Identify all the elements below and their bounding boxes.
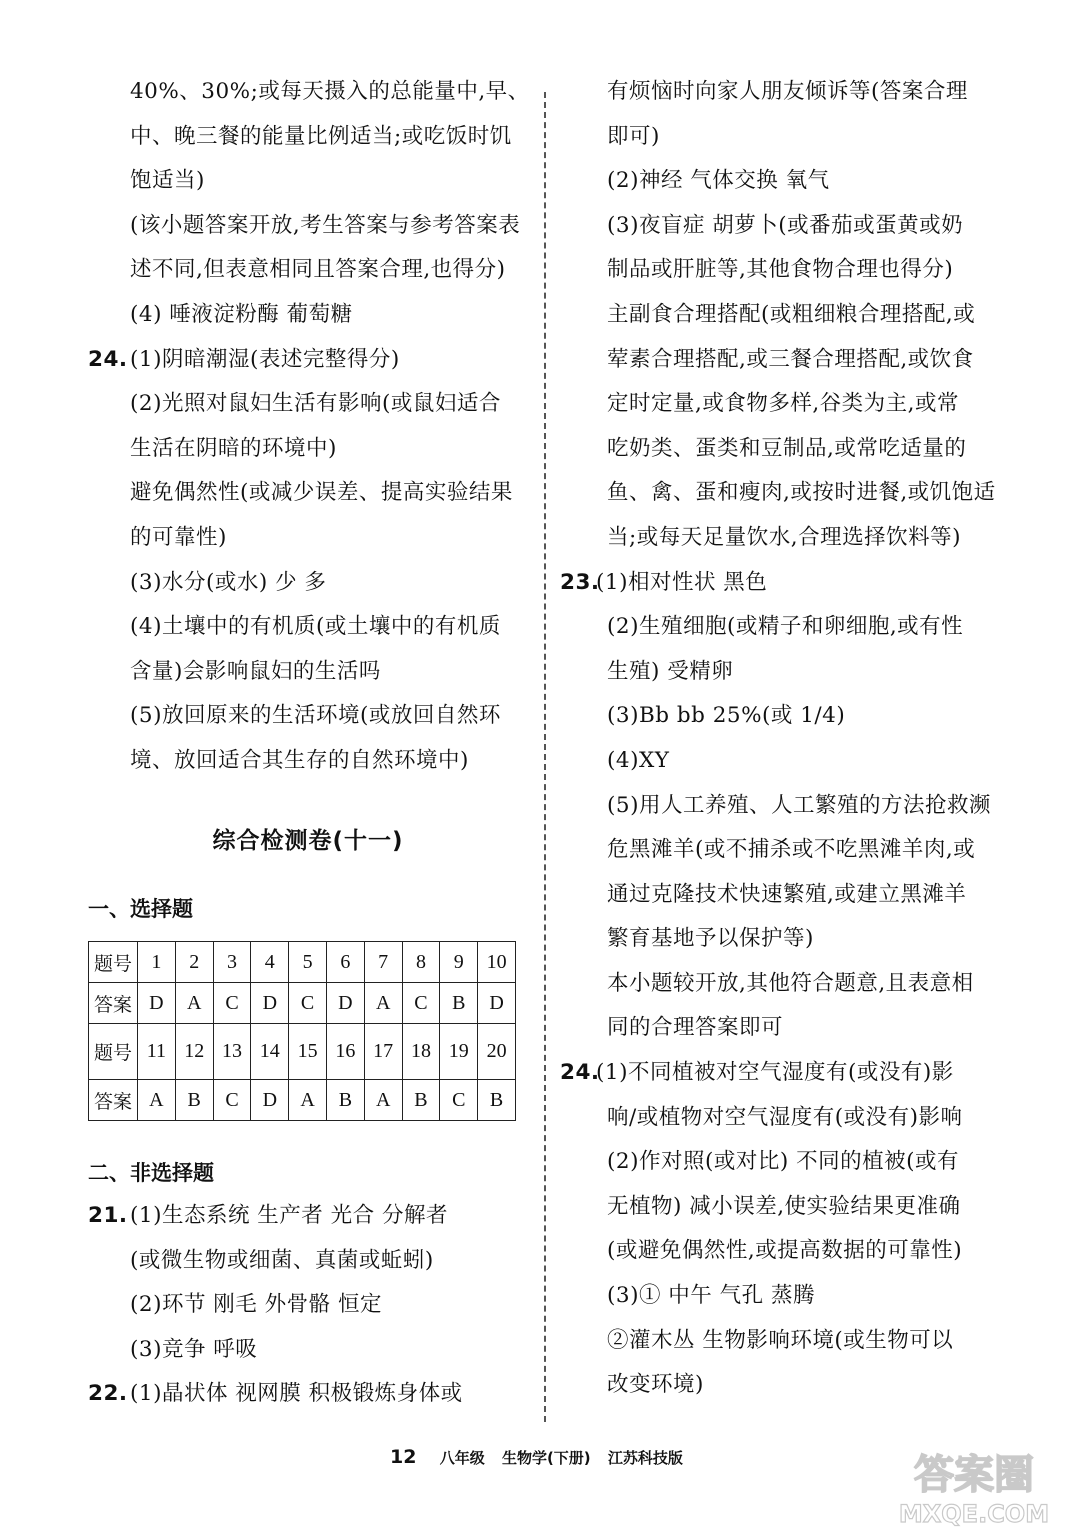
table-cell: 2 xyxy=(175,942,213,983)
answer-text: 当;或每天足量饮水,合理选择饮料等) xyxy=(607,524,961,550)
answer-line xyxy=(560,382,1010,427)
table-cell: 10 xyxy=(478,942,516,983)
answer-text: (1)晶状体 视网膜 积极锻炼身体或 xyxy=(130,1381,463,1407)
answer-text: 通过克隆技术快速繁殖,或建立黑滩羊 xyxy=(607,881,967,907)
left-bottom-answers xyxy=(88,1194,528,1417)
answer-line xyxy=(560,1363,1010,1408)
answer-line xyxy=(560,338,1010,383)
answer-text: 制品或肝脏等,其他食物合理也得分) xyxy=(607,257,954,283)
table-cell: 20 xyxy=(478,1024,516,1080)
table-cell: 11 xyxy=(138,1024,176,1080)
answer-line xyxy=(88,694,528,739)
table-row xyxy=(89,983,516,1024)
table-cell: B xyxy=(402,1080,440,1121)
table-cell: 12 xyxy=(175,1024,213,1080)
answer-text: (3)夜盲症 胡萝卜(或番茄或蛋黄或奶 xyxy=(607,212,964,238)
answer-text: (4)土壤中的有机质(或土壤中的有机质 xyxy=(130,614,501,640)
table-cell: D xyxy=(138,983,176,1024)
answer-text: 的可靠性) xyxy=(130,524,227,550)
answer-line xyxy=(88,1239,528,1284)
table-cell: B xyxy=(440,983,478,1024)
question-number: 23. xyxy=(560,569,600,595)
answer-text: (2)环节 刚毛 外骨骼 恒定 xyxy=(130,1292,382,1318)
answer-text: 生殖) 受精卵 xyxy=(607,658,734,684)
row-label: 题号 xyxy=(89,1024,138,1080)
answer-line xyxy=(560,873,1010,918)
answer-line xyxy=(560,293,1010,338)
right-column xyxy=(560,70,1010,1408)
answer-text: 无植物) 减小误差,使实验结果更准确 xyxy=(607,1193,961,1219)
answer-line xyxy=(560,694,1010,739)
answer-line xyxy=(560,605,1010,650)
answer-line xyxy=(88,70,528,115)
answer-line xyxy=(560,115,1010,160)
footer-edition: 江苏科技版 xyxy=(607,1449,683,1467)
answer-line xyxy=(560,739,1010,784)
answer-line xyxy=(88,471,528,516)
table-cell: D xyxy=(478,983,516,1024)
table-cell: B xyxy=(478,1080,516,1121)
answer-text: (该小题答案开放,考生答案与参考答案表 xyxy=(130,212,521,238)
answer-text: (5)用人工养殖、人工繁殖的方法抢救濒 xyxy=(607,792,991,818)
answer-text: 响/或植物对空气湿度有(或没有)影响 xyxy=(607,1104,963,1130)
answer-text: (5)放回原来的生活环境(或放回自然环 xyxy=(130,703,501,729)
table-cell: A xyxy=(175,983,213,1024)
answer-text: (4) 唾液淀粉酶 葡萄糖 xyxy=(130,301,353,327)
answer-line xyxy=(88,338,528,383)
answer-line xyxy=(560,828,1010,873)
table-cell: C xyxy=(440,1080,478,1121)
answer-text: 荤素合理搭配,或三餐合理搭配,或饮食 xyxy=(607,346,974,372)
answer-text: 境、放回适合其生存的自然环境中) xyxy=(130,747,469,773)
answer-line xyxy=(88,382,528,427)
answer-text: (2)神经 气体交换 氧气 xyxy=(607,168,830,194)
answer-line xyxy=(88,1372,528,1417)
answer-line xyxy=(560,70,1010,115)
table-cell: A xyxy=(289,1080,327,1121)
column-divider xyxy=(544,92,546,1422)
table-cell: D xyxy=(251,1080,289,1121)
answer-line xyxy=(560,248,1010,293)
answer-line xyxy=(88,1194,528,1239)
answer-text: (3)水分(或水) 少 多 xyxy=(130,569,327,595)
table-row xyxy=(89,942,516,983)
answer-text: 鱼、禽、蛋和瘦肉,或按时进餐,或饥饱适 xyxy=(607,480,996,506)
table-cell: C xyxy=(289,983,327,1024)
page-footer xyxy=(390,1446,695,1468)
table-cell: A xyxy=(364,983,402,1024)
answer-text: (1)不同植被对空气湿度有(或没有)影 xyxy=(596,1060,954,1086)
table-cell: 7 xyxy=(364,942,402,983)
answer-line xyxy=(560,917,1010,962)
answer-line xyxy=(88,650,528,695)
answer-line xyxy=(88,561,528,606)
answer-text: (2)生殖细胞(或精子和卵细胞,或有性 xyxy=(607,614,964,640)
table-cell: B xyxy=(175,1080,213,1121)
row-label: 答案 xyxy=(89,1080,138,1121)
question-number: 21. xyxy=(88,1203,128,1228)
answer-text: 主副食合理搭配(或粗细粮合理搭配,或 xyxy=(607,301,976,327)
answer-line xyxy=(560,427,1010,472)
watermark-logo xyxy=(894,1440,1054,1530)
table-cell: 6 xyxy=(326,942,364,983)
answer-text: (或微生物或细菌、真菌或蚯蚓) xyxy=(130,1247,434,1273)
answer-line xyxy=(560,1185,1010,1230)
answer-text: 本小题较开放,其他符合题意,且表意相 xyxy=(607,970,974,996)
question-number: 24. xyxy=(560,1060,600,1086)
answer-text: 危黑滩羊(或不捕杀或不吃黑滩羊肉,或 xyxy=(607,837,976,863)
answer-line xyxy=(560,1096,1010,1141)
row-label: 题号 xyxy=(89,942,138,983)
answer-text: 即可) xyxy=(607,123,660,149)
answer-line xyxy=(560,471,1010,516)
answer-line xyxy=(560,784,1010,829)
table-cell: 14 xyxy=(251,1024,289,1080)
answer-text: 饱适当) xyxy=(130,168,205,194)
table-cell: 16 xyxy=(326,1024,364,1080)
answer-text: (3)竞争 呼吸 xyxy=(130,1336,258,1362)
answer-text: ②灌木丛 生物影响环境(或生物可以 xyxy=(607,1327,954,1353)
answer-text: (或避免偶然性,或提高数据的可靠性) xyxy=(607,1238,963,1264)
table-cell: B xyxy=(326,1080,364,1121)
table-cell: A xyxy=(364,1080,402,1121)
answer-text: (1)阴暗潮湿(表述完整得分) xyxy=(130,346,400,372)
table-cell: 13 xyxy=(213,1024,251,1080)
answer-text: 繁育基地予以保护等) xyxy=(607,926,814,952)
svg-text:MXQE.COM: MXQE.COM xyxy=(898,1500,1050,1528)
answer-text: 生活在阴暗的环境中) xyxy=(130,435,337,461)
answer-text: (3)Bb bb 25%(或 1/4) xyxy=(607,703,846,729)
table-cell: D xyxy=(326,983,364,1024)
answer-line xyxy=(88,739,528,784)
table-cell: 5 xyxy=(289,942,327,983)
answer-line xyxy=(560,1140,1010,1185)
table-cell: C xyxy=(402,983,440,1024)
answer-line xyxy=(560,962,1010,1007)
answer-text: (2)光照对鼠妇生活有影响(或鼠妇适合 xyxy=(130,391,501,417)
answer-text: 中、晚三餐的能量比例适当;或吃饭时饥 xyxy=(130,123,512,149)
answer-line xyxy=(560,159,1010,204)
table-cell: 9 xyxy=(440,942,478,983)
answer-line xyxy=(88,1283,528,1328)
answer-text: (1)生态系统 生产者 光合 分解者 xyxy=(130,1203,448,1228)
nonchoice-heading: 二、非选择题 xyxy=(88,1161,214,1185)
answer-text: 含量)会影响鼠妇的生活吗 xyxy=(130,658,381,684)
table-cell: D xyxy=(251,983,289,1024)
answer-line xyxy=(560,1319,1010,1364)
table-row xyxy=(89,1024,516,1080)
question-number: 22. xyxy=(88,1381,128,1407)
table-cell: 3 xyxy=(213,942,251,983)
answer-line xyxy=(88,1328,528,1373)
answer-line xyxy=(560,204,1010,249)
table-cell: 19 xyxy=(440,1024,478,1080)
table-cell: 4 xyxy=(251,942,289,983)
question-number: 24. xyxy=(88,346,128,372)
answer-line xyxy=(88,516,528,561)
choice-heading: 一、选择题 xyxy=(88,897,193,921)
answer-line xyxy=(560,516,1010,561)
answer-line xyxy=(88,159,528,204)
answer-line xyxy=(88,605,528,650)
answer-text: (3)① 中午 气孔 蒸腾 xyxy=(607,1283,815,1309)
answer-line xyxy=(88,115,528,160)
answer-line xyxy=(560,1274,1010,1319)
answer-text: 有烦恼时向家人朋友倾诉等(答案合理 xyxy=(607,79,968,104)
answer-line xyxy=(560,1229,1010,1274)
table-cell: 1 xyxy=(138,942,176,983)
left-column xyxy=(88,70,528,784)
row-label: 答案 xyxy=(89,983,138,1024)
table-cell: C xyxy=(213,983,251,1024)
answer-text: (1)相对性状 黑色 xyxy=(596,569,768,595)
answer-text: 避免偶然性(或减少误差、提高实验结果 xyxy=(130,480,513,506)
answer-text: (4)XY xyxy=(607,747,670,773)
answer-text: 定时定量,或食物多样,谷类为主,或常 xyxy=(607,391,960,417)
answer-text: 同的合理答案即可 xyxy=(607,1015,784,1041)
table-cell: 8 xyxy=(402,942,440,983)
answer-text: 改变环境) xyxy=(607,1372,704,1398)
answer-text: 述不同,但表意相同且答案合理,也得分) xyxy=(130,257,506,283)
answer-line xyxy=(88,293,528,338)
footer-grade: 八年级 xyxy=(439,1449,485,1467)
answer-table xyxy=(88,941,516,1121)
table-cell: C xyxy=(213,1080,251,1121)
answer-line xyxy=(88,427,528,472)
answer-line xyxy=(88,204,528,249)
answer-text: (2)作对照(或对比) 不同的植被(或有 xyxy=(607,1149,959,1175)
table-row xyxy=(89,1080,516,1121)
answer-text: 40%、30%;或每天摄入的总能量中,早、 xyxy=(130,79,530,104)
footer-subject: 生物学(下册) xyxy=(501,1449,591,1467)
page-number: 12 xyxy=(390,1446,417,1468)
table-cell: 18 xyxy=(402,1024,440,1080)
answer-line xyxy=(560,561,1010,606)
answer-text: 吃奶类、蛋类和豆制品,或常吃适量的 xyxy=(607,435,967,461)
table-cell: 15 xyxy=(289,1024,327,1080)
answer-line xyxy=(560,1051,1010,1096)
svg-text:答案圈: 答案圈 xyxy=(914,1452,1034,1498)
table-cell: 17 xyxy=(364,1024,402,1080)
answer-line xyxy=(560,1006,1010,1051)
table-cell: A xyxy=(138,1080,176,1121)
answer-line xyxy=(88,248,528,293)
section-title: 综合检测卷(十一) xyxy=(212,828,404,854)
answer-line xyxy=(560,650,1010,695)
